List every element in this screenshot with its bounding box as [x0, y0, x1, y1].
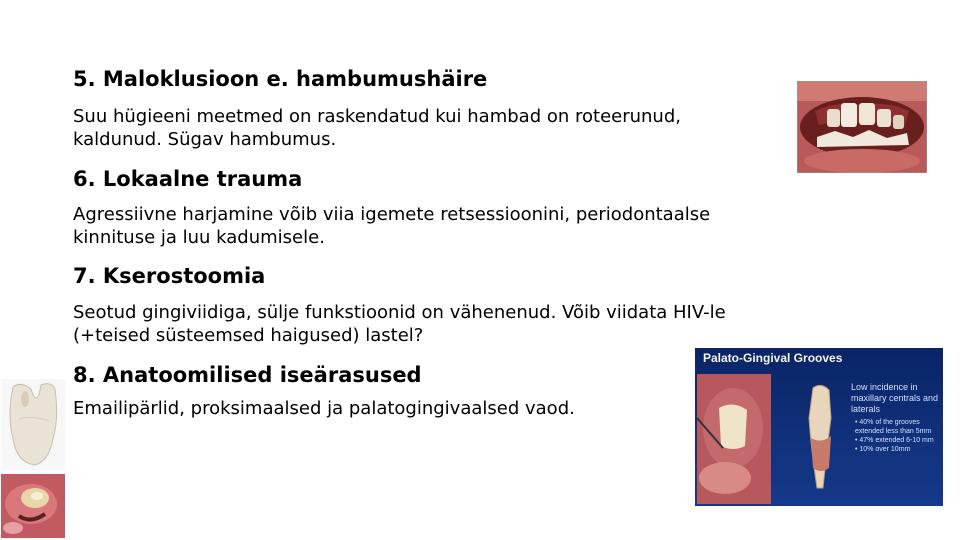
tooth-photo	[1, 379, 65, 470]
section-5-line-2: kaldunud. Sügav hambumus.	[73, 129, 337, 150]
grooves-bullet-3: • 10% over 10mm	[855, 446, 911, 453]
palato-gingival-grooves-figure	[695, 348, 943, 506]
section-6-line-2: kinnituse ja luu kadumisele.	[73, 227, 325, 248]
grooves-bullet-1: • 40% of the grooves extended less than 5mm	[855, 419, 932, 435]
grooves-figure-title: Palato-Gingival Grooves	[703, 351, 843, 365]
section-7-line-2: (+teised süsteemsed haigused) lastel?	[73, 325, 424, 346]
malocclusion-photo	[797, 81, 927, 173]
enamel-pearl-photo	[1, 474, 65, 538]
grooves-bullet-2: • 47% extended 6-10 mm	[855, 437, 934, 444]
section-6-heading: 6. Lokaalne trauma	[73, 167, 303, 191]
grooves-figure-bullets	[855, 418, 941, 454]
section-7-line-1: Seotud gingiviidiga, sülje funkstioonid on vähenenud. Võib viidata HIV-le	[73, 302, 726, 323]
section-5-line-1: Suu hügieeni meetmed on raskendatud kui hambad on roteerunud,	[73, 106, 681, 127]
section-8-line-1: Emailipärlid, proksimaalsed ja palatogingivaalsed vaod.	[73, 398, 575, 419]
section-6-line-1: Agressiivne harjamine võib viia igemete retsessioonini, periodontaalse	[73, 204, 711, 225]
section-7-heading: 7. Kserostoomia	[73, 264, 266, 288]
grooves-figure-caption: Low incidence in maxillary centrals and laterals	[851, 382, 939, 414]
section-5-heading: 5. Maloklusioon e. hambumushäire	[73, 67, 488, 91]
section-8-heading: 8. Anatoomilised iseärasused	[73, 363, 422, 387]
